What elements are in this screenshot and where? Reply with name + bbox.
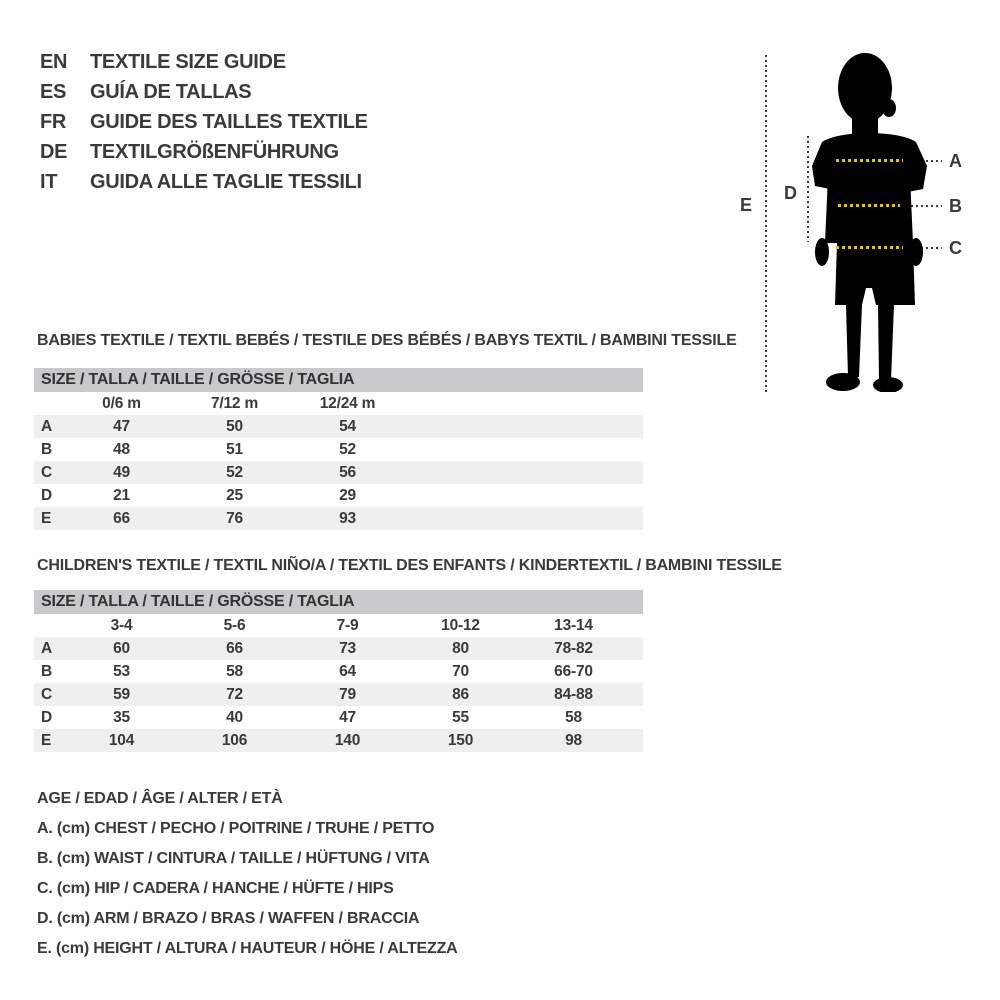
size-cell: 66-70	[554, 662, 593, 680]
size-cell: 52	[339, 440, 356, 458]
arm-measure-line	[807, 136, 809, 242]
size-cell: 104	[108, 731, 135, 749]
size-cell: 25	[226, 486, 243, 504]
lang-title: GUIDE DES TAILLES TEXTILE	[90, 110, 368, 133]
column-header-row	[34, 392, 643, 415]
hip-measure-line	[836, 246, 903, 249]
children-section-heading: CHILDREN'S TEXTILE / TEXTIL NIÑO/A / TEXTIL DES ENFANTS / KINDERTEXTIL / BAMBINI TESSILE	[37, 557, 782, 574]
size-cell: 78-82	[554, 639, 593, 657]
height-measure-line	[765, 55, 767, 393]
figure-label-d: D	[784, 183, 797, 203]
table-row	[34, 683, 643, 706]
size-cell: 29	[339, 486, 356, 504]
size-cell: 49	[113, 463, 130, 481]
lang-code: IT	[40, 170, 58, 193]
lang-title: TEXTILGRÖßENFÜHRUNG	[90, 140, 339, 163]
lang-row-de	[40, 137, 368, 167]
size-cell: 47	[339, 708, 356, 726]
size-cell: 54	[339, 417, 356, 435]
measurement-legend	[37, 784, 458, 964]
size-cell: 50	[226, 417, 243, 435]
babies-size-table	[34, 368, 643, 530]
size-cell: 58	[226, 662, 243, 680]
size-cell: 51	[226, 440, 243, 458]
size-cell: 66	[113, 509, 130, 527]
table-row	[34, 484, 643, 507]
lang-row-it	[40, 167, 368, 197]
column-header: 5-6	[223, 616, 246, 634]
table-row	[34, 438, 643, 461]
size-cell: 140	[334, 731, 361, 749]
row-label: E	[41, 509, 52, 527]
table-row	[34, 461, 643, 484]
size-cell: 40	[226, 708, 243, 726]
row-label: C	[41, 463, 52, 481]
column-header: 7-9	[336, 616, 359, 634]
child-silhouette	[810, 52, 928, 392]
size-cell: 66	[226, 639, 243, 657]
size-cell: 80	[452, 639, 469, 657]
legend-height: E. (cm) HEIGHT / ALTURA / HAUTEUR / HÖHE / ALTEZZA	[37, 940, 458, 957]
waist-measure-line	[838, 204, 900, 207]
size-cell: 53	[113, 662, 130, 680]
lang-row-en	[40, 47, 368, 77]
size-cell: 35	[113, 708, 130, 726]
table-row	[34, 637, 643, 660]
figure-label-a: A	[949, 151, 962, 171]
lang-code: FR	[40, 110, 67, 133]
row-label: C	[41, 685, 52, 703]
column-header: 10-12	[441, 616, 480, 634]
row-label: E	[41, 731, 52, 749]
column-header-row	[34, 614, 643, 637]
lang-row-es	[40, 77, 368, 107]
size-cell: 73	[339, 639, 356, 657]
size-cell: 55	[452, 708, 469, 726]
figure-label-c: C	[949, 238, 962, 258]
legend-hip: C. (cm) HIP / CADERA / HANCHE / HÜFTE / HIPS	[37, 880, 394, 897]
table-row	[34, 706, 643, 729]
size-cell: 48	[113, 440, 130, 458]
size-cell: 76	[226, 509, 243, 527]
row-label: D	[41, 708, 52, 726]
column-header: 13-14	[554, 616, 593, 634]
row-label: A	[41, 417, 52, 435]
size-cell: 58	[565, 708, 582, 726]
size-cell: 93	[339, 509, 356, 527]
size-cell: 59	[113, 685, 130, 703]
table-row	[34, 507, 643, 530]
chest-measure-line	[836, 159, 903, 162]
size-cell: 52	[226, 463, 243, 481]
table-row	[34, 660, 643, 683]
size-cell: 60	[113, 639, 130, 657]
row-label: A	[41, 639, 52, 657]
legend-waist: B. (cm) WAIST / CINTURA / TAILLE / HÜFTUNG / VITA	[37, 850, 430, 867]
size-cell: 84-88	[554, 685, 593, 703]
table-row	[34, 729, 643, 752]
size-cell: 47	[113, 417, 130, 435]
size-cell: 98	[565, 731, 582, 749]
size-cell: 64	[339, 662, 356, 680]
lang-title: GUIDA ALLE TAGLIE TESSILI	[90, 170, 362, 193]
lang-code: EN	[40, 50, 68, 73]
size-cell: 21	[113, 486, 130, 504]
figure-label-b: B	[949, 196, 962, 216]
table-row	[34, 415, 643, 438]
lang-title: GUÍA DE TALLAS	[90, 80, 252, 103]
size-cell: 72	[226, 685, 243, 703]
column-header: 7/12 m	[210, 394, 259, 412]
lang-code: DE	[40, 140, 68, 163]
legend-arm: D. (cm) ARM / BRAZO / BRAS / WAFFEN / BRACCIA	[37, 910, 420, 927]
language-titles	[40, 47, 368, 197]
size-cell: 86	[452, 685, 469, 703]
size-header-bar: SIZE / TALLA / TAILLE / GRÖSSE / TAGLIA	[34, 368, 643, 392]
lang-code: ES	[40, 80, 67, 103]
size-cell: 56	[339, 463, 356, 481]
row-label: B	[41, 440, 52, 458]
size-cell: 106	[221, 731, 248, 749]
size-cell: 150	[447, 731, 474, 749]
figure-label-e: E	[740, 195, 753, 215]
column-header: 3-4	[110, 616, 133, 634]
size-header-bar: SIZE / TALLA / TAILLE / GRÖSSE / TAGLIA	[34, 590, 643, 614]
size-cell: 70	[452, 662, 469, 680]
children-size-table	[34, 590, 643, 752]
row-label: B	[41, 662, 52, 680]
column-header: 12/24 m	[319, 394, 376, 412]
column-header: 0/6 m	[102, 394, 141, 412]
babies-section-heading: BABIES TEXTILE / TEXTIL BEBÉS / TESTILE DES BÉBÉS / BABYS TEXTIL / BAMBINI TESSILE	[37, 332, 737, 349]
lang-row-fr	[40, 107, 368, 137]
size-cell: 79	[339, 685, 356, 703]
row-label: D	[41, 486, 52, 504]
lang-title: TEXTILE SIZE GUIDE	[90, 50, 286, 73]
legend-chest: A. (cm) CHEST / PECHO / POITRINE / TRUHE / PETTO	[37, 820, 435, 837]
legend-age: AGE / EDAD / ÂGE / ALTER / ETÀ	[37, 790, 283, 807]
